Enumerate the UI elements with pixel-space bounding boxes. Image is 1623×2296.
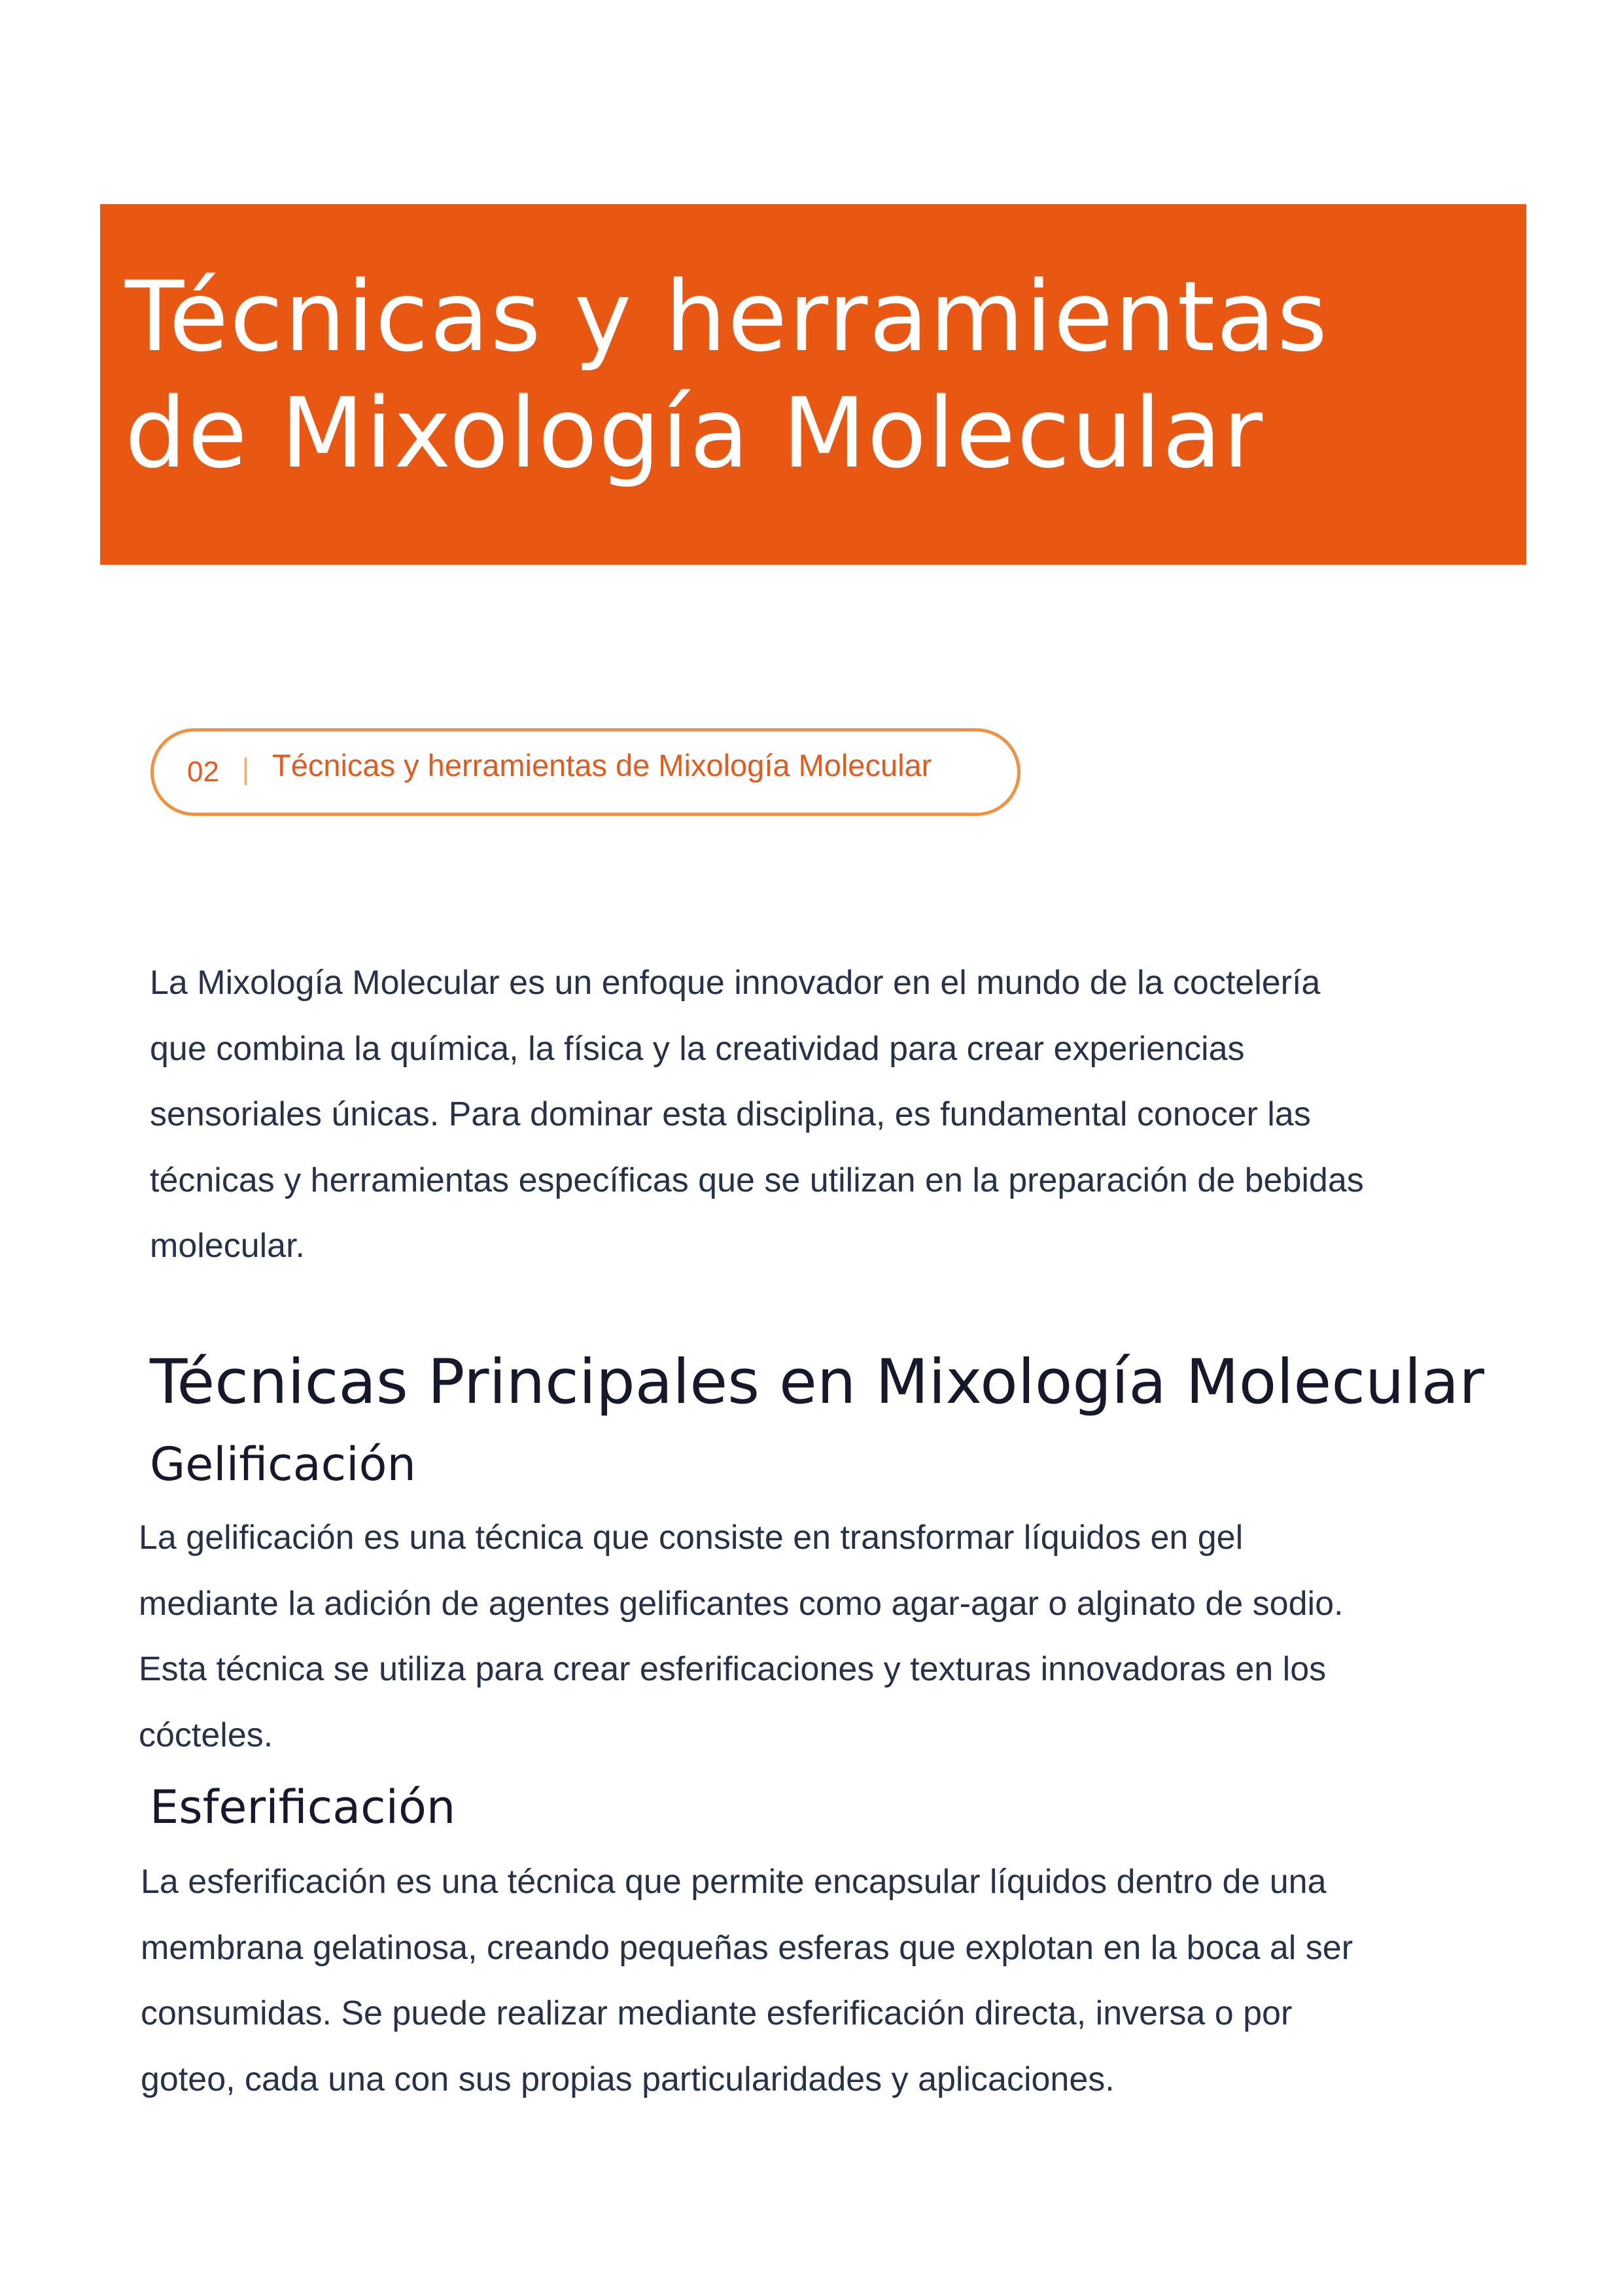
intro-paragraph [150, 950, 1364, 1279]
intro-line: molecular. [150, 1227, 305, 1265]
esferificacion-heading: Esferificación [150, 1780, 456, 1834]
gelificacion-line: La gelificación es una técnica que consiste en transformar líquidos en gel [139, 1519, 1244, 1557]
esferificacion-line: consumidas. Se puede realizar mediante esferificación directa, inversa o por [141, 1994, 1293, 2032]
intro-line: técnicas y herramientas específicas que se utilizan en la preparación de bebidas [150, 1161, 1364, 1199]
esferificacion-paragraph [141, 1849, 1353, 2112]
section-number: 02 [187, 756, 219, 788]
intro-line: sensoriales únicas. Para dominar esta disciplina, es fundamental conocer las [150, 1095, 1311, 1133]
esferificacion-line: goteo, cada una con sus propias particularidades y aplicaciones. [141, 2060, 1115, 2098]
intro-line: que combina la química, la física y la creatividad para crear experiencias [150, 1029, 1245, 1068]
section-separator [245, 758, 247, 785]
gelificacion-paragraph [139, 1505, 1343, 1768]
esferificacion-line: La esferificación es una técnica que permite encapsular líquidos dentro de una [141, 1863, 1327, 1901]
esferificacion-line: membrana gelatinosa, creando pequeñas esferas que explotan en la boca al ser [141, 1928, 1353, 1967]
section-label: Técnicas y herramientas de Mixología Molecular [272, 748, 932, 783]
gelificacion-line: mediante la adición de agentes gelificantes como agar-agar o alginato de sodio. [139, 1584, 1344, 1623]
page-title-line: de Mixología Molecular [125, 377, 1265, 489]
gelificacion-line: cócteles. [139, 1716, 273, 1754]
gelificacion-line: Esta técnica se utiliza para crear esferificaciones y texturas innovadoras en los [139, 1650, 1327, 1688]
techniques-heading: Técnicas Principales en Mixología Molecular [150, 1347, 1484, 1418]
page-title-line: Técnicas y herramientas [125, 260, 1329, 373]
page-title [125, 258, 1512, 491]
gelificacion-heading: Gelificación [150, 1438, 416, 1491]
intro-line: La Mixología Molecular es un enfoque innovador en el mundo de la coctelería [150, 964, 1321, 1002]
